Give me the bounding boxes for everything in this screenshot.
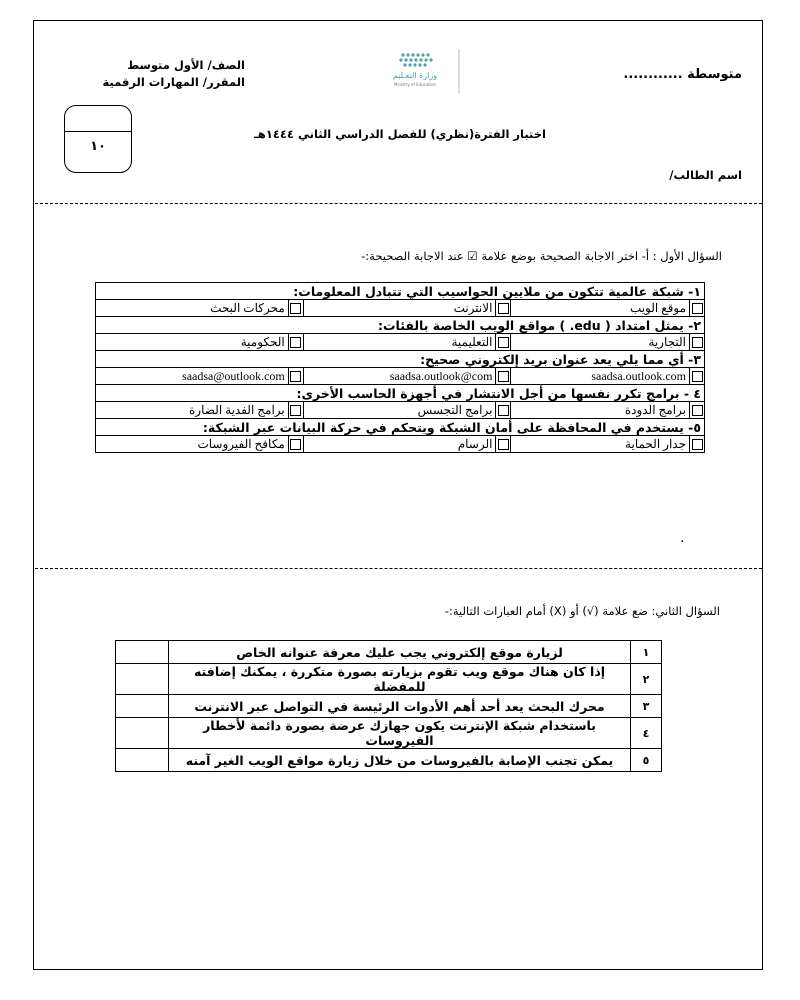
options-row [96,402,705,419]
checkbox-icon [692,439,703,450]
option-label: saadsa@outlook.com [96,368,289,385]
option-checkbox[interactable] [288,402,303,419]
total-mark: ١٠ [90,139,106,154]
option-checkbox[interactable] [690,402,705,419]
option-checkbox[interactable] [690,334,705,351]
q1-table [95,282,705,453]
question-row [96,351,705,368]
option-checkbox[interactable] [496,334,511,351]
checkbox-icon [498,439,509,450]
statement-row [116,695,662,718]
question-row [96,283,705,300]
option-label: محركات البحث [96,300,289,317]
option-label: saadsa.outlook.com [511,368,690,385]
option-label: saadsa.outlook@com [303,368,496,385]
option-label: الرسام [303,436,496,453]
checkbox-icon [498,371,509,382]
option-checkbox[interactable] [690,300,705,317]
grade-label: الصف/ الأول متوسط [127,58,245,72]
question-text: ٢- يمثل امتداد ( edu. ) مواقع الويب الخاصة بالفئات: [96,317,705,334]
logo-subtext: Ministry of Education [393,82,437,87]
statement-text: لزيارة موقع إلكتروني يجب عليك معرفة عنوانه الخاص [169,641,631,664]
question-text: ٤ - برامج تكرر نفسها من أجل الانتشار في أجهزة الحاسب الأخرى: [96,385,705,402]
statement-number: ٣ [631,695,662,718]
statement-row [116,664,662,695]
statement-row [116,718,662,749]
option-checkbox[interactable] [496,368,511,385]
option-checkbox[interactable] [288,300,303,317]
checkbox-icon [290,439,301,450]
checkbox-icon [498,405,509,416]
option-checkbox[interactable] [690,368,705,385]
option-label: مكافح الفيروسات [96,436,289,453]
option-label: برامج الفدية الضارة [96,402,289,419]
options-row [96,368,705,385]
answer-cell[interactable] [116,718,169,749]
checkbox-icon [498,337,509,348]
divider [35,203,762,204]
subject-label: المقرر/ المهارات الرقمية [102,75,245,89]
q2-heading: السؤال الثاني: ضع علامة (√) أو (X) أمام العبارات التالية:- [444,604,720,618]
option-label: الحكومية [96,334,289,351]
option-checkbox[interactable] [288,436,303,453]
checkbox-icon [498,303,509,314]
stray-mark: . [680,530,685,546]
question-text: ٣- أي مما يلي يعد عنوان بريد إلكتروني صحيح: [96,351,705,368]
q2-table [115,640,662,772]
checkbox-icon [692,303,703,314]
school-field: متوسطة ............ [623,67,742,82]
checkbox-icon [290,371,301,382]
answer-cell[interactable] [116,641,169,664]
options-row [96,436,705,453]
divider [35,568,762,569]
option-checkbox[interactable] [288,334,303,351]
statement-text: باستخدام شبكة الإنترنت يكون جهازك عرضة بصورة دائمة لأخطار الفيروسات [169,718,631,749]
question-row [96,317,705,334]
options-row [96,334,705,351]
checkbox-icon [692,337,703,348]
statement-text: محرك البحث يعد أحد أهم الأدوات الرئيسة في التواصل عبر الانترنت [169,695,631,718]
grade-box [64,105,132,173]
student-name-field[interactable]: اسم الطالب/ [669,168,742,182]
checkbox-icon [290,337,301,348]
option-checkbox[interactable] [496,402,511,419]
checkbox-icon [692,371,703,382]
statement-text: يمكن تجنب الإصابة بالفيروسات من خلال زيارة مواقع الويب الغير آمنه [169,749,631,772]
course-info [95,57,245,91]
question-row [96,419,705,436]
option-label: التجارية [511,334,690,351]
statement-number: ١ [631,641,662,664]
ministry-logo [365,47,465,97]
question-row [96,385,705,402]
logo-text: وزارة التعـليم [392,71,438,80]
statement-row [116,749,662,772]
statement-row [116,641,662,664]
option-checkbox[interactable] [288,368,303,385]
option-checkbox[interactable] [690,436,705,453]
option-label: جدار الحماية [511,436,690,453]
statement-text: إذا كان هناك موقع ويب تقوم بزيارته بصورة متكررة ، يمكنك إضافته للمفضلة [169,664,631,695]
option-checkbox[interactable] [496,436,511,453]
question-text: ٥- يستخدم في المحافظة على أمان الشبكة ويتحكم في حركة البيانات عبر الشبكة: [96,419,705,436]
option-label: برامج التجسس [303,402,496,419]
page-border [33,20,763,970]
answer-cell[interactable] [116,664,169,695]
checkbox-icon [290,405,301,416]
statement-number: ٤ [631,718,662,749]
answer-cell[interactable] [116,749,169,772]
answer-cell[interactable] [116,695,169,718]
options-row [96,300,705,317]
option-label: موقع الويب [511,300,690,317]
option-label: الانترنت [303,300,496,317]
statement-number: ٢ [631,664,662,695]
option-label: برامج الدودة [511,402,690,419]
question-text: ١- شبكة عالمية تتكون من ملايين الحواسيب التي تتبادل المعلومات: [96,283,705,300]
option-checkbox[interactable] [496,300,511,317]
option-label: التعليمية [303,334,496,351]
exam-title: اختبار الفترة(نظري) للفصل الدراسي الثاني ١٤٤٤هـ [254,127,546,141]
statement-number: ٥ [631,749,662,772]
q1-heading: السؤال الأول : أ- اختر الاجابة الصحيحة بوضع علامة ☑ عند الاجابة الصحيحة:- [361,249,722,263]
checkbox-icon [692,405,703,416]
checkbox-icon [290,303,301,314]
